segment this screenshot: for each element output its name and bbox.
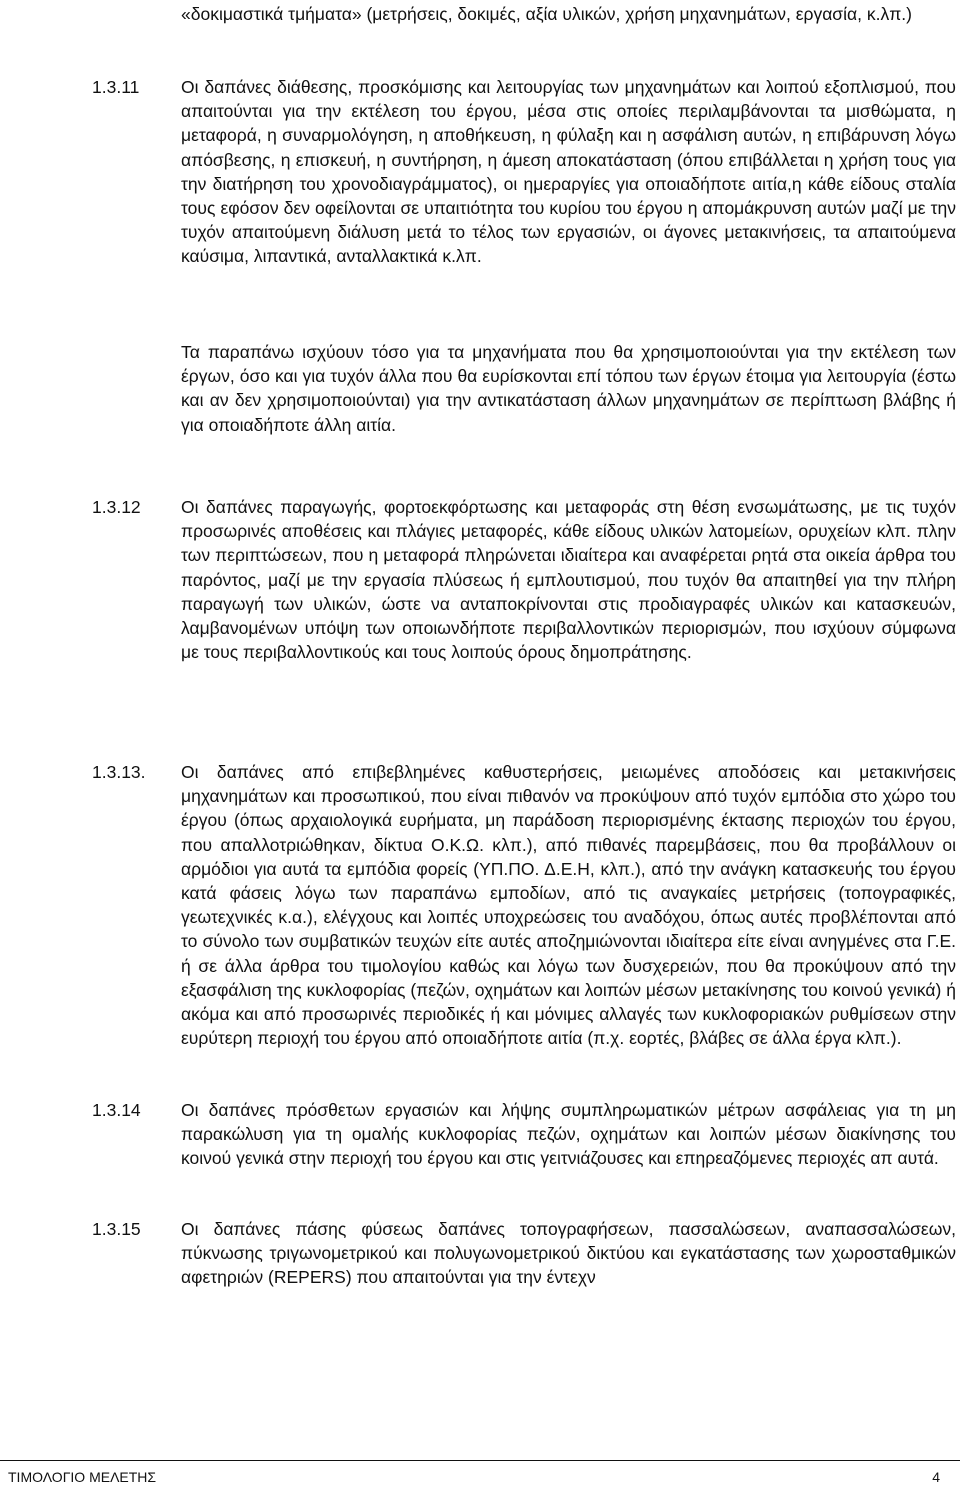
section-number-1-3-12: 1.3.12 <box>92 497 141 517</box>
continuation-text: «δοκιμαστικά τμήματα» (μετρήσεις, δοκιμές, αξία υλικών, χρήση μηχανημάτων, εργασία, κ.λπ.) <box>181 4 912 24</box>
section-1-3-11-paragraph-1: Οι δαπάνες διάθεσης, προσκόμισης και λειτουργίας των μηχανημάτων και λοιπού εξοπλισμού, που απαιτούνται για την εκτέλεση του έργου, μέσα στις οποίες περιλαμβάνονται τα μισθώματα, η μεταφορά, η συναρμολόγηση, η αποθήκευση, η φύλαξη και η ασφάλιση αυτών, η επιβάρυνση λόγω απόσβεσης, η επισκευή, η συντήρηση, η άμεση αποκατάσταση (όπου επιβάλλεται η χρήση τους για την διατήρηση του χρονοδιαγράμματος), οι ημεραργίες για οποιαδήποτε αιτία,η κάθε είδους σταλία τους εφόσον δεν οφείλονται σε υπαιτιότητα του κυρίου του έργου η απομάκρυνση αυτών μαζί με την τυχόν απαιτούμενη διάλυση μετά το τέλος των εργασιών, οι άγονες μετακινήσεις, τα απαιτούμενα καύσιμα, λιπαντικά, ανταλλακτικά κ.λπ. <box>181 77 956 267</box>
footer-rule <box>0 1460 960 1461</box>
section-1-3-13-paragraph: Οι δαπάνες από επιβεβλημένες καθυστερήσεις, μειωμένες αποδόσεις και μετακινήσεις μηχανημάτων και προσωπικού, που είναι πιθανόν να προκύψουν από τυχόν εμπόδια στο χώρο του έργου (όπως αρχαιολογικά ευρήματα, μη παράδοση περιορισμένης έκτασης περιοχών του έργου, που απαλλοτριώθηκαν, δίκτυα Ο.Κ.Ω. κλπ.), από πιθανές παρεμβάσεις, που θα προβάλλουν οι αρμόδιοι για αυτά τα εμπόδια φορείς (ΥΠ.ΠΟ. Δ.Ε.Η, κλπ.), από την ανάγκη κατασκευής του έργου κατά φάσεις λόγω των παραπάνω εμποδίων, από τις αναγκαίες μετρήσεις (τοπογραφικές, γεωτεχνικές κ.α.), ελέγχους και λοιπές υποχρεώσεις του αναδόχου, όπως αυτές προβλέπονται από το σύνολο των συμβατικών τευχών είτε αυτές αποζημιώνονται ιδιαίτερα είτε είναι ανηγμένες στα Γ.Ε. ή σε άλλα άρθρα του τιμολογίου καθώς και λόγω των δυσχερειών, που θα προκύψουν από την εξασφάλιση της κυκλοφορίας (πεζών, οχημάτων και λοιπών μέσων μετακίνησης του κοινού γενικά) ή ακόμα και από προσωρινές περιοδικές ή και μόνιμες αλλαγές των κυκλοφοριακών ρυθμίσεων στην ευρύτερη περιοχή του έργου από οποιαδήποτε αιτία (π.χ. εορτές, βλάβες σε άλλα έργα κλπ.). <box>181 762 956 1049</box>
section-number-1-3-15: 1.3.15 <box>92 1219 141 1239</box>
section-1-3-15-paragraph: Οι δαπάνες πάσης φύσεως δαπάνες τοπογραφήσεων, πασσαλώσεων, αναπασσαλώσεων, πύκνωσης τριγωνομετρικού και πολυγωνομετρικού δικτύου και εγκατάστασης των χωροσταθμικών αφετηριών (REPERS) που απαιτούνται για την έντεχν <box>181 1219 956 1288</box>
section-1-3-14-paragraph: Οι δαπάνες πρόσθετων εργασιών και λήψης συμπληρωματικών μέτρων ασφάλειας για τη μη παρακώλυση για τη ομαλής κυκλοφορίας πεζών, οχημάτων και λοιπών μέσων διακίνησης του κοινού γενικά στην περιοχή του έργου και στις γειτνιάζουσες και επηρεαζόμενες περιοχές απ αυτά. <box>181 1100 956 1169</box>
footer-document-title: ΤΙΜΟΛΟΓΙΟ ΜΕΛΕΤΗΣ <box>8 1469 157 1485</box>
section-number-1-3-11: 1.3.11 <box>92 77 140 97</box>
section-number-1-3-13: 1.3.13. <box>92 762 146 782</box>
section-1-3-11-paragraph-2: Τα παραπάνω ισχύουν τόσο για τα μηχανήματα που θα χρησιμοποιούνται για την εκτέλεση των έργων, όσο και για τυχόν άλλα που θα ευρίσκονται επί τόπου των έργων έτοιμα για λειτουργία (έστω και αν δεν χρησιμοποιούνται) για την αντικατάσταση άλλων μηχανημάτων σε περίπτωση βλάβης ή για οποιαδήποτε άλλη αιτία. <box>181 342 956 435</box>
footer-page-number: 4 <box>932 1469 940 1485</box>
section-1-3-12-paragraph: Οι δαπάνες παραγωγής, φορτοεκφόρτωσης και μεταφοράς στη θέση ενσωμάτωσης, με τις τυχόν προσωρινές αποθέσεις και πλάγιες μεταφορές, κάθε είδους υλικών λατομείων, ορυχείων κλπ. πλην των περιπτώσεων, που η μεταφορά πληρώνεται ιδιαίτερα και αναφέρεται ρητά στα οικεία άρθρα του παρόντος, μαζί με την εργασία πλύσεως ή εμπλουτισμού, που τυχόν θα απαιτηθεί για την πλήρη παραγωγή των υλικών, ώστε να ανταποκρίνονται στις προδιαγραφές υλικών και κατασκευών, λαμβανομένων υπόψη των οποιωνδήποτε περιβαλλοντικών περιορισμών, που ισχύουν σύμφωνα με τους περιβαλλοντικούς και τους λοιπούς όρους δημοπράτησης. <box>181 497 956 663</box>
section-number-1-3-14: 1.3.14 <box>92 1100 141 1120</box>
